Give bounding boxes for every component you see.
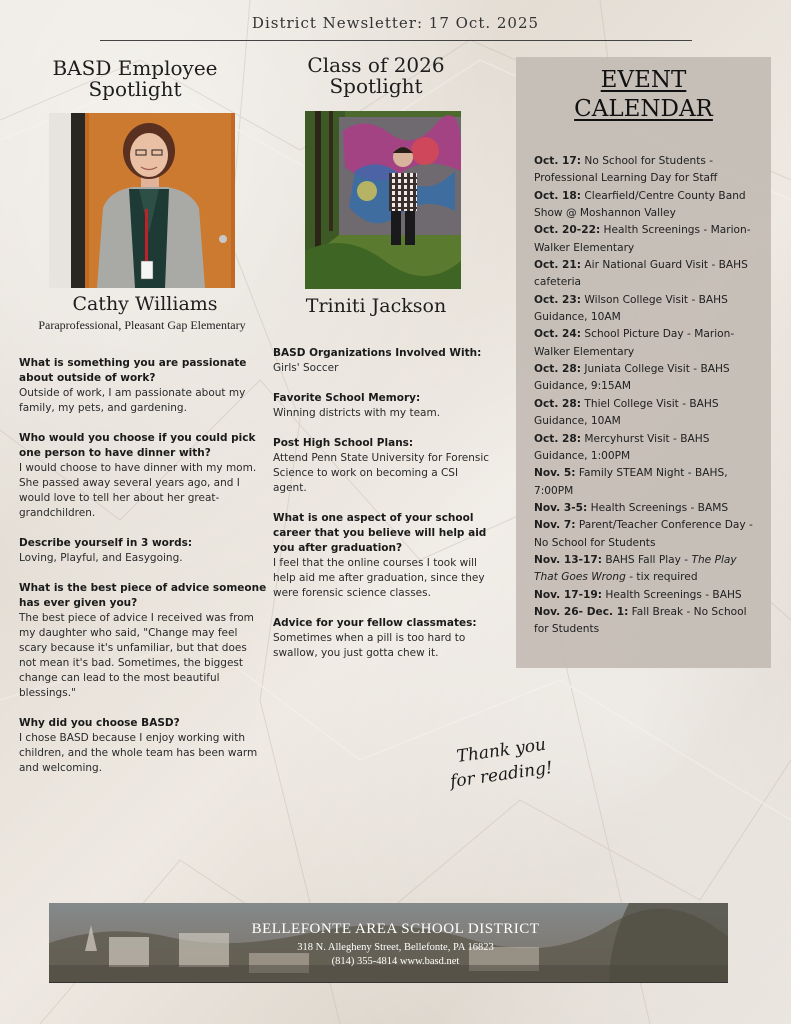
event-text: Health Screenings - BAMS (587, 501, 729, 514)
event-calendar-title: EVENT CALENDAR (574, 67, 713, 122)
event-item (534, 500, 762, 517)
district-address: 318 N. Allegheny Street, Bellefonte, PA 16823 (297, 942, 494, 953)
student-spotlight-title: Class of 2026 Spotlight (307, 53, 445, 98)
student-question: Favorite School Memory: (273, 392, 421, 404)
event-text: Thiel College Visit - BAHS Guidance, 10AM (534, 397, 719, 428)
event-item (534, 587, 762, 604)
employee-answer: I would choose to have dinner with my mom. She passed away several years ago, and I would love to tell her about her great-grandchildren. (19, 462, 257, 519)
event-item (534, 517, 762, 552)
event-item (534, 396, 762, 431)
header-divider (100, 40, 692, 41)
event-date: Oct. 17: (534, 155, 582, 167)
thank-you-signoff (445, 730, 571, 794)
signoff-line-1: Thank you (455, 734, 548, 767)
event-date: Oct. 21: (534, 259, 582, 272)
event-text: School Picture Day - Marion-Walker Elementary (534, 328, 735, 358)
event-item (534, 361, 762, 396)
event-date: Nov. 7: (534, 519, 576, 532)
student-answer: Girls' Soccer (273, 362, 339, 374)
event-item (534, 188, 762, 223)
student-photo (305, 111, 461, 289)
event-item (534, 292, 762, 327)
event-text: Family STEAM Night - BAHS, 7:00PM (534, 467, 728, 497)
event-text: Juniata College Visit - BAHS Guidance, 9:15AM (534, 363, 730, 393)
event-item (534, 431, 762, 466)
employee-answer: Outside of work, I am passionate about my family, my pets, and gardening. (19, 387, 246, 414)
event-item (534, 326, 762, 361)
event-text: Mercyhurst Visit - BAHS Guidance, 1:00PM (534, 432, 710, 462)
event-date: Nov. 17-19: (534, 588, 603, 601)
employee-question: Who would you choose if you could pick one person to have dinner with? (19, 432, 256, 459)
event-item (534, 604, 762, 639)
event-text: Health Screenings - Marion-Walker Elementary (534, 224, 751, 254)
event-text-after: - tix required (625, 571, 698, 584)
event-text: BAHS Fall Play - (602, 553, 692, 566)
event-text: Air National Guard Visit - BAHS cafeteria (534, 259, 748, 289)
student-question: What is one aspect of your school career that you believe will help aid you after graduation? (273, 512, 487, 554)
district-contact: (814) 355-4814 www.basd.net (331, 956, 460, 967)
event-item (534, 153, 762, 188)
event-item (534, 222, 762, 257)
event-date: Oct. 24: (534, 328, 582, 341)
event-item (534, 257, 762, 292)
event-list (534, 153, 762, 639)
student-name: Triniti Jackson (305, 295, 447, 317)
event-text: Fall Break - No School for Students (534, 605, 747, 636)
event-text: No School for Students - Professional Learning Day for Staff (534, 155, 718, 185)
student-answer: Winning districts with my team. (273, 407, 441, 419)
employee-answer: I chose BASD because I enjoy working with children, and the whole team has been warm and welcoming. (19, 732, 258, 774)
district-name: BELLEFONTE AREA SCHOOL DISTRICT (251, 921, 540, 937)
event-text: Clearfield/Centre County Band Show @ Moshannon Valley (534, 189, 746, 220)
event-date: Oct. 28: (534, 432, 582, 445)
signoff-line-2: for reading! (448, 757, 555, 793)
student-question: Post High School Plans: (273, 437, 414, 449)
employee-name: Cathy Williams (72, 293, 218, 315)
event-text: Parent/Teacher Conference Day - No School for Students (534, 519, 753, 549)
event-text: Health Screenings - BAHS (602, 588, 742, 601)
footer-divider (49, 982, 728, 983)
student-question: Advice for your fellow classmates: (273, 617, 477, 629)
event-text: Wilson College Visit - BAHS Guidance, 10AM (534, 293, 728, 324)
student-qa (273, 346, 495, 676)
event-date: Oct. 28: (534, 363, 582, 376)
event-date: Nov. 26- Dec. 1: (534, 605, 629, 618)
event-date: Oct. 28: (534, 397, 582, 410)
student-answer: I feel that the online courses I took will help aid me after graduation, since they were forensic science classes. (273, 557, 485, 599)
event-date: Nov. 13-17: (534, 553, 603, 566)
event-date: Oct. 18: (534, 189, 582, 202)
event-date: Nov. 5: (534, 467, 576, 480)
event-date: Nov. 3-5: (534, 501, 588, 514)
student-question: BASD Organizations Involved With: (273, 347, 482, 359)
employee-answer: The best piece of advice I received was from my daughter who said, "Change may feel scary because it's unfamiliar, but that does not mean it's bad. Sometimes, the biggest change can lead to the most beautiful blessings." (19, 612, 254, 699)
employee-question: What is something you are passionate about outside of work? (19, 357, 247, 384)
employee-qa (19, 356, 267, 791)
employee-photo (49, 113, 235, 288)
employee-question: What is the best piece of advice someone has ever given you? (19, 582, 267, 609)
event-item (534, 552, 762, 587)
employee-spotlight-title: BASD Employee Spotlight (52, 56, 218, 101)
student-answer: Sometimes when a pill is too hard to swallow, you just gotta chew it. (273, 632, 466, 659)
event-play-title: The Play That Goes Wrong (534, 553, 737, 584)
employee-answer: Loving, Playful, and Easygoing. (19, 552, 183, 564)
newsletter-title: District Newsletter: 17 Oct. 2025 (251, 14, 540, 32)
employee-role: Paraprofessional, Pleasant Gap Elementary (38, 318, 246, 332)
student-answer: Attend Penn State University for Forensic Science to work on becoming a CSI agent. (273, 452, 490, 494)
event-date: Oct. 20-22: (534, 224, 601, 237)
event-date: Oct. 23: (534, 293, 582, 306)
event-item (534, 465, 762, 500)
employee-question: Describe yourself in 3 words: (19, 537, 193, 549)
employee-question: Why did you choose BASD? (19, 717, 180, 729)
